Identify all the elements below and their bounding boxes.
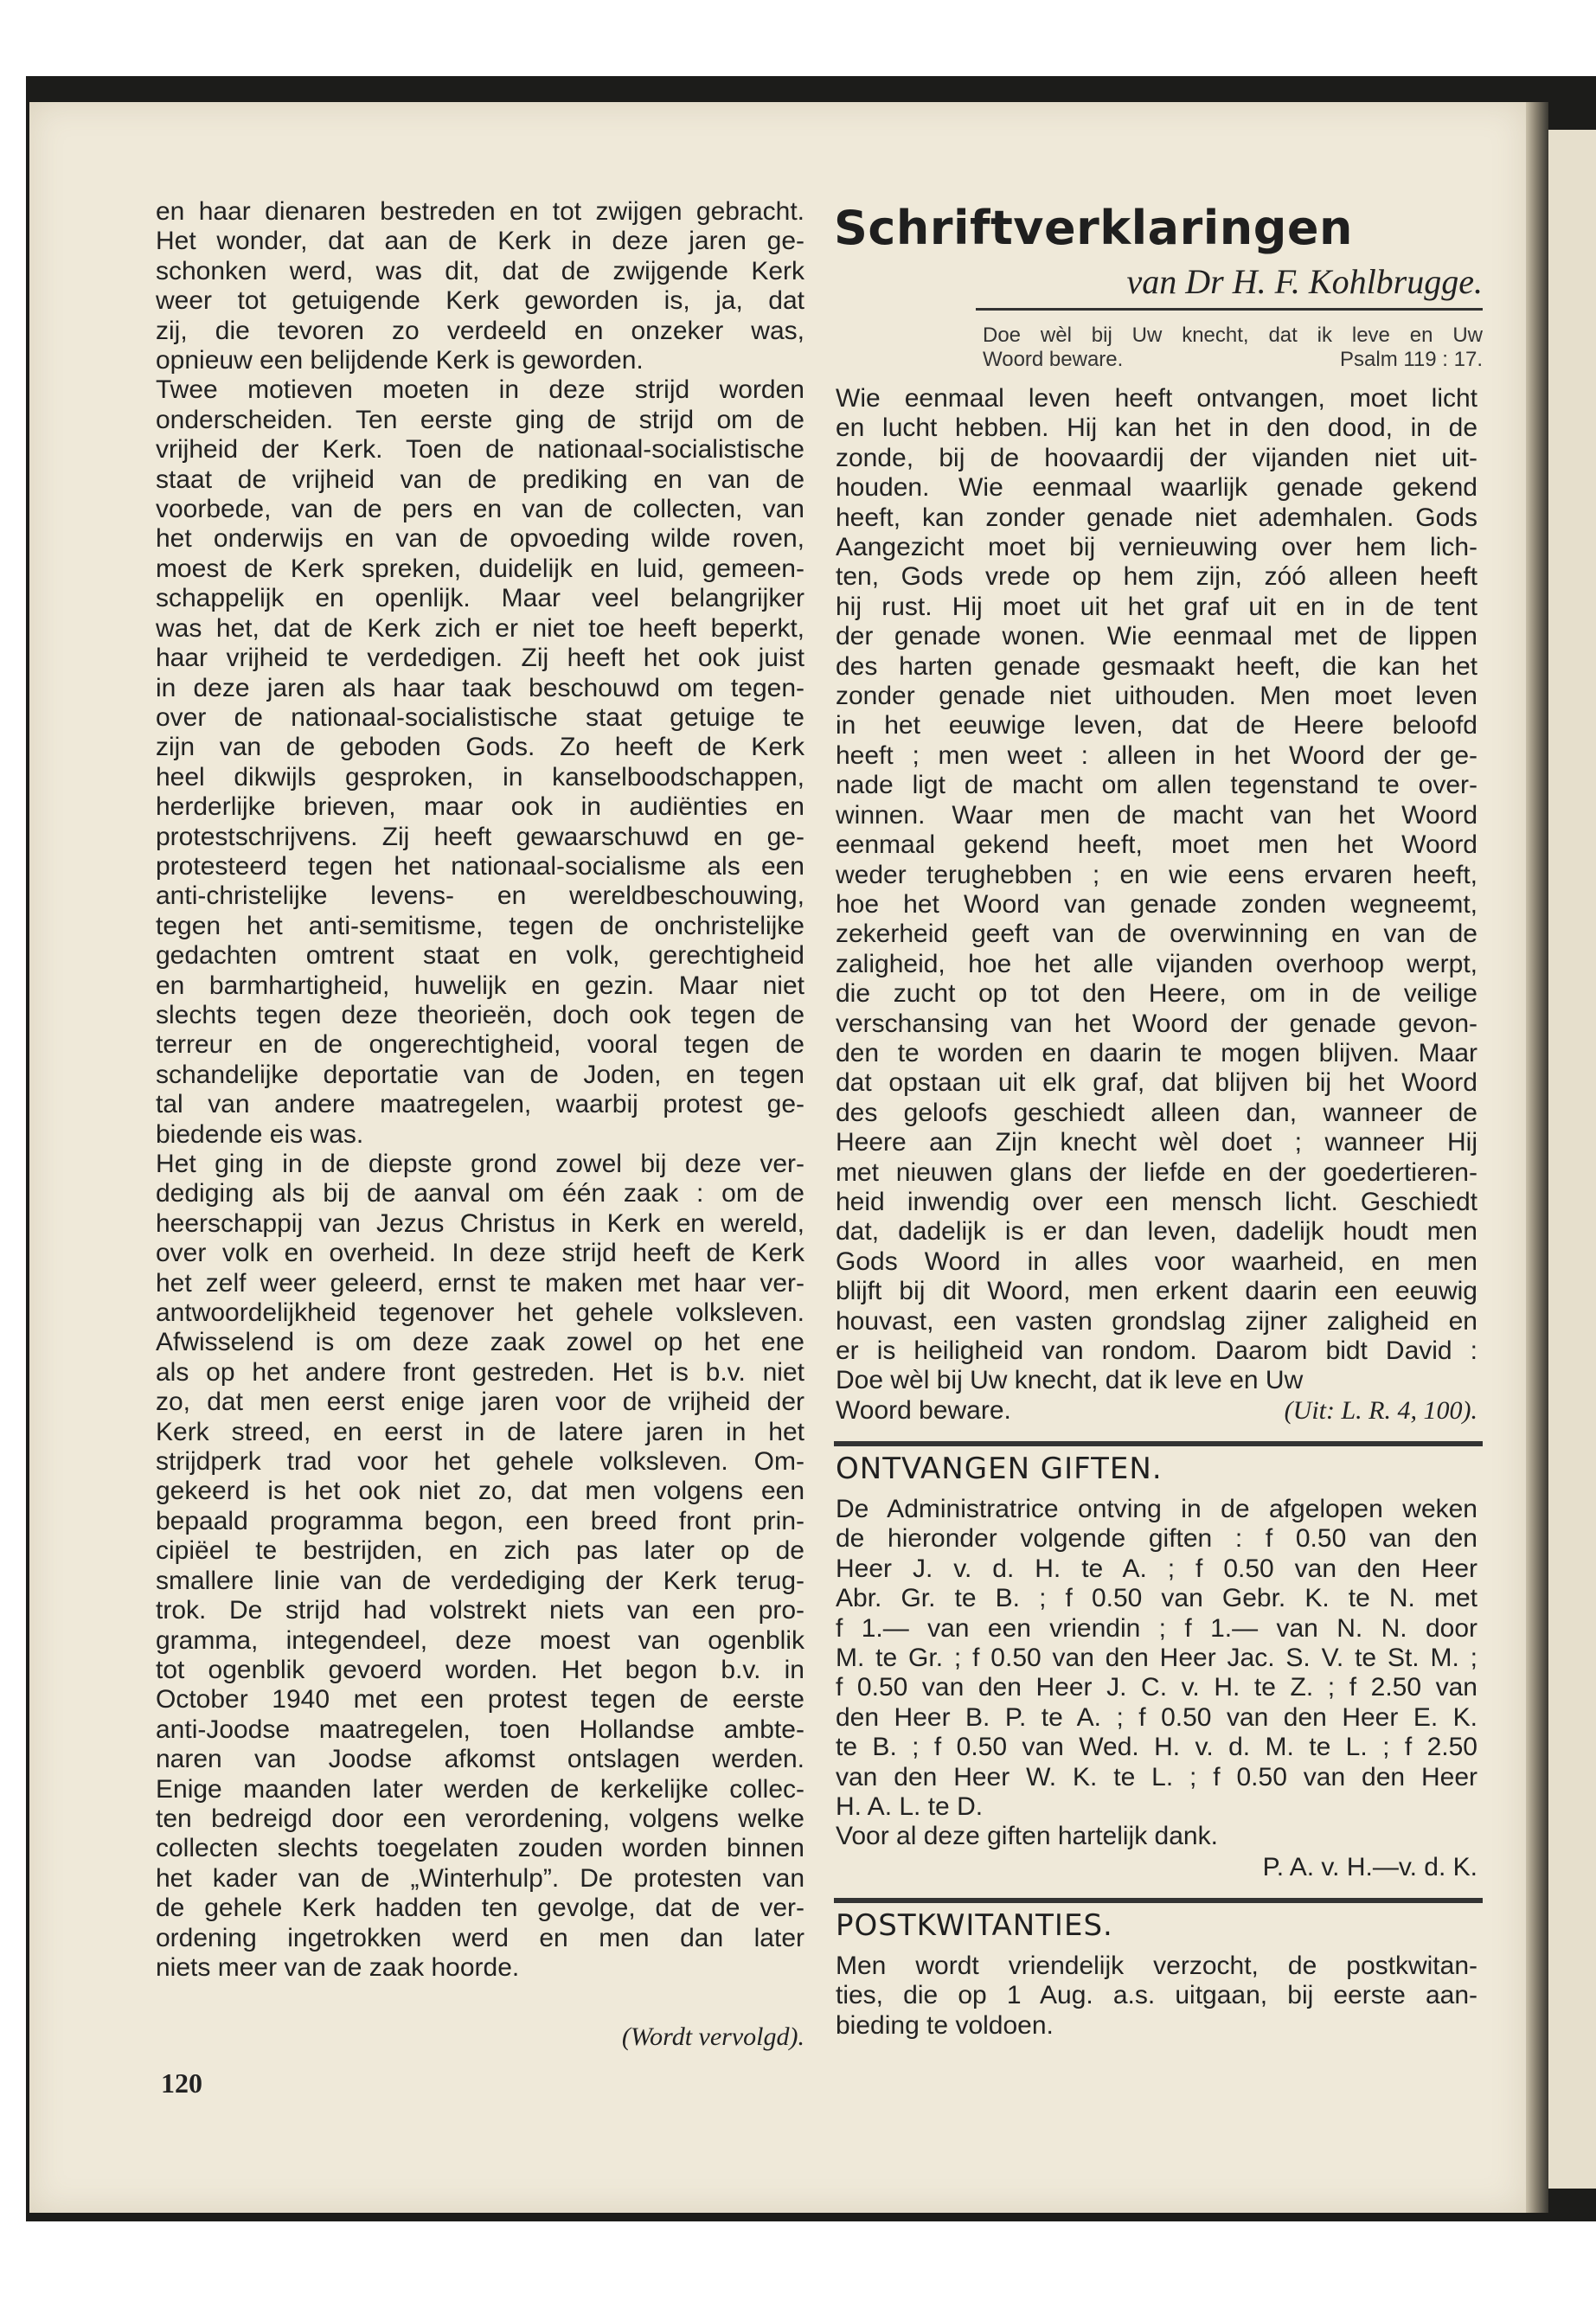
text-line: zonde, bij de hoovaardij der vijanden niet uit- bbox=[836, 443, 1477, 472]
text-line: te B. ; f 0.50 van Wed. H. v. d. M. te L. ; f 2.50 bbox=[836, 1733, 1477, 1762]
text-line: gedachten omtrent staat en volk, gerechtigheid bbox=[156, 941, 804, 971]
continued-note: (Wordt vervolgd). bbox=[621, 2022, 804, 2051]
text-line: en lucht hebben. Hij kan het in den dood, in de bbox=[836, 413, 1477, 443]
text-line: f 0.50 van den Heer J. C. v. H. te Z. ; f 2.50 van bbox=[836, 1673, 1477, 1702]
text-line: des geloofs geschiedt alleen dan, wanneer de bbox=[836, 1098, 1477, 1127]
text-line: bepaald programma begon, een breed front prin- bbox=[156, 1506, 804, 1535]
text-line: Abr. Gr. te B. ; f 0.50 van Gebr. K. te N. met bbox=[836, 1584, 1477, 1613]
text-line: zonder genade niet uithouden. Men moet leven bbox=[836, 682, 1477, 711]
text-line: bieding te voldoen. bbox=[836, 2010, 1054, 2040]
text-line: anti-christelijke levens- en wereldbeschouwing, bbox=[156, 881, 804, 911]
motto-line: Doe wèl bij Uw knecht, dat ik leve en Uw bbox=[983, 324, 1483, 347]
text-line: voorbede, van de pers en van de collecten, van bbox=[156, 495, 804, 524]
text-line: gramma, integendeel, deze moest van ogenblik bbox=[156, 1625, 804, 1655]
text-line: naren van Joodse afkomst ontslagen werden. bbox=[156, 1745, 804, 1774]
text-line: over de nationaal-socialistische staat getuige te bbox=[156, 702, 804, 732]
text-line: De Administratrice ontving in de afgelopen weken bbox=[836, 1495, 1477, 1523]
text-line: heeft, kan zonder genade niet ademhalen. Gods bbox=[836, 503, 1477, 532]
text-line: collecten slechts toegelaten zouden worden binnen bbox=[156, 1834, 804, 1863]
text-line: schandelijke deportatie van de Joden, en tegen bbox=[156, 1060, 804, 1089]
text-line: schappelijk en openlijk. Maar veel belangrijker bbox=[156, 584, 804, 613]
text-line: houvast, een vasten grondslag zijner zaligheid en bbox=[836, 1306, 1477, 1336]
text-line: was het, dat de Kerk zich er niet toe heeft beperkt, bbox=[156, 613, 804, 643]
text-line: antwoordelijkheid tegenover het gehele volksleven. bbox=[156, 1298, 804, 1328]
text-line: heeft ; men weet : alleen in het Woord der ge- bbox=[836, 740, 1477, 770]
text-line: f 1.— van een vriendin ; f 1.— van N. N. door bbox=[836, 1613, 1477, 1643]
text-line: niets meer van de zaak hoorde. bbox=[156, 1952, 520, 1982]
text-line: haar vrijheid te verdedigen. Zij heeft het ook juist bbox=[156, 644, 804, 673]
text-line: October 1940 met een protest tegen de eerste bbox=[156, 1685, 804, 1715]
text-line: Enige maanden later werden de kerkelijke collec- bbox=[156, 1774, 804, 1804]
motto-text: Woord beware. bbox=[983, 348, 1124, 371]
text-line: zo, dat men eerst enige jaren voor de vrijheid der bbox=[156, 1388, 804, 1417]
text-line: Gods Woord in alles voor waarheid, en men bbox=[836, 1247, 1477, 1276]
text-line: Het ging in de diepste grond zowel bij deze ver- bbox=[156, 1150, 804, 1178]
text-line: de hieronder volgende giften : f 0.50 van den bbox=[836, 1524, 1477, 1554]
page-gutter bbox=[1526, 102, 1548, 2213]
text-line: schonken werd, was dit, dat de zwijgende Kerk bbox=[156, 256, 804, 285]
text-line: dat, dadelijk is er dan leven, dadelijk houdt men bbox=[836, 1217, 1477, 1247]
text-line: herderlijke brieven, maar ook in audiënties en bbox=[156, 792, 804, 822]
postkwitanties-title: POSTKWITANTIES. bbox=[836, 1908, 1113, 1943]
text-line: zijn van de geboden Gods. Zo heeft de Kerk bbox=[156, 733, 804, 762]
text-line: heerschappij van Jezus Christus in Kerk en wereld, bbox=[156, 1208, 804, 1238]
section-rule-post bbox=[834, 1898, 1483, 1903]
text-line: Kerk streed, en eerst in de latere jaren in het bbox=[156, 1417, 804, 1446]
left-column-text bbox=[156, 197, 804, 1983]
text-line: het kader van de „Winterhulp”. De protesten van bbox=[156, 1863, 804, 1893]
scripture-motto bbox=[983, 324, 1483, 372]
text-line: heel dikwijls gesproken, in kanselboodschappen, bbox=[156, 762, 804, 792]
text-line: en haar dienaren bestreden en tot zwijgen gebracht. bbox=[156, 197, 804, 226]
text-line: weer tot getuigende Kerk geworden is, ja, dat bbox=[156, 286, 804, 316]
text-line: den te worden en daarin te mogen blijven. Maar bbox=[836, 1038, 1477, 1067]
text-line: moest de Kerk spreken, duidelijk en luid, gemeen- bbox=[156, 554, 804, 583]
text-line: winnen. Waar men de macht van het Woord bbox=[836, 800, 1477, 830]
text-line: in deze jaren als haar taak beschouwd om tegen- bbox=[156, 673, 804, 702]
text-line: hoe het Woord van genade zonden wegneemt, bbox=[836, 889, 1477, 919]
text-line: gekeerd is het ook niet zo, dat men volgens een bbox=[156, 1477, 804, 1506]
section-rule-giften bbox=[834, 1441, 1483, 1446]
text-line: Twee motieven moeten in deze strijd worden bbox=[156, 375, 804, 405]
text-line: ordening ingetrokken werd en men dan later bbox=[156, 1923, 804, 1952]
text-line: ties, die op 1 Aug. a.s. uitgaan, bij eerste aan- bbox=[836, 1981, 1477, 2010]
text-line: M. te Gr. ; f 0.50 van den Heer Jac. S. V. te St. M. ; bbox=[836, 1644, 1477, 1673]
text-line: hij rust. Hij moet uit het graf uit en in de tent bbox=[836, 592, 1477, 621]
text-line: verschansing van het Woord der genade gevon- bbox=[836, 1009, 1477, 1038]
text-line: opnieuw een belijdende Kerk is geworden. bbox=[156, 346, 644, 375]
text-line: dediging als bij de aanval om één zaak : om de bbox=[156, 1179, 804, 1208]
text-line: over volk en overheid. In deze strijd heeft de Kerk bbox=[156, 1239, 804, 1268]
scripture-heading: Schriftverklaringen bbox=[834, 201, 1353, 255]
page-number: 120 bbox=[161, 2067, 202, 2099]
text-line: smallere linie van de verdediging der Kerk terug- bbox=[156, 1566, 804, 1595]
postkwitanties-text bbox=[836, 1952, 1477, 2041]
closing-reference: (Uit: L. R. 4, 100). bbox=[1284, 1396, 1477, 1425]
text-line: zaligheid, hoe het alle vijanden overhoop werpt, bbox=[836, 949, 1477, 978]
text-line: heid inwendig over een mensch licht. Geschiedt bbox=[836, 1187, 1477, 1216]
text-line: Doe wèl bij Uw knecht, dat ik leve en Uw bbox=[836, 1366, 1304, 1395]
giften-signature: P. A. v. H.—v. d. K. bbox=[1262, 1853, 1477, 1881]
text-line: van den Heer W. K. te L. ; f 0.50 van den Heer bbox=[836, 1762, 1477, 1791]
text-line: Afwisselend is om deze zaak zowel op het ene bbox=[156, 1328, 804, 1357]
giften-text bbox=[836, 1495, 1477, 1822]
text-line: het onderwijs en van de opvoeding wilde roven, bbox=[156, 524, 804, 554]
text-line: tegen het anti-semitisme, tegen de onchristelijke bbox=[156, 911, 804, 940]
scripture-closing bbox=[836, 1396, 1477, 1426]
giften-thanks: Voor al deze giften hartelijk dank. bbox=[836, 1822, 1218, 1850]
text-line: het zelf weer geleerd, ernst te maken met haar ver- bbox=[156, 1268, 804, 1298]
text-line: der genade wonen. Wie eenmaal met de lippen bbox=[836, 622, 1477, 651]
closing-text: Woord beware. bbox=[836, 1396, 1011, 1425]
text-line: anti-Joodse maatregelen, toen Hollandse ambte- bbox=[156, 1715, 804, 1744]
text-line: dat opstaan uit elk graf, dat blijven bij het Woord bbox=[836, 1068, 1477, 1098]
text-line: die zucht op tot den Heere, om in de veilige bbox=[836, 979, 1477, 1009]
text-line: H. A. L. te D. bbox=[836, 1792, 984, 1822]
text-line: des harten genade gesmaakt heeft, die kan het bbox=[836, 651, 1477, 681]
text-line: en barmhartigheid, huwelijk en gezin. Maar niet bbox=[156, 971, 804, 1000]
text-line: blijft bij dit Woord, men erkent daarin een eeuwig bbox=[836, 1277, 1477, 1306]
text-line: Heer J. v. d. H. te A. ; f 0.50 van den Heer bbox=[836, 1554, 1477, 1583]
text-line: slechts tegen deze theorieën, doch ook tegen de bbox=[156, 1000, 804, 1029]
motto-reference: Psalm 119 : 17. bbox=[1340, 348, 1483, 371]
scripture-text bbox=[836, 384, 1477, 1396]
text-line: protestschrijvens. Zij heeft gewaarschuwd en ge- bbox=[156, 822, 804, 851]
text-line: onderscheiden. Ten eerste ging de strijd om de bbox=[156, 405, 804, 434]
text-line: weder terughebben ; en wie eens ervaren heeft, bbox=[836, 860, 1477, 889]
text-line: protesteerd tegen het nationaal-socialisme als een bbox=[156, 851, 804, 881]
text-line: eenmaal gekend heeft, moet men het Woord bbox=[836, 830, 1477, 860]
heading-rule bbox=[976, 308, 1483, 311]
text-line: ten bedreigd door een verordening, volgens welke bbox=[156, 1804, 804, 1833]
text-line: met nieuwen glans der liefde en der goedertieren- bbox=[836, 1157, 1477, 1187]
text-line: Wie eenmaal leven heeft ontvangen, moet licht bbox=[836, 384, 1477, 413]
text-line: tal van andere maatregelen, waarbij protest ge- bbox=[156, 1090, 804, 1119]
text-line: trok. De strijd had volstrekt niets van een pro- bbox=[156, 1596, 804, 1625]
text-line: Het wonder, dat aan de Kerk in deze jaren ge- bbox=[156, 227, 804, 256]
text-line: in het eeuwige leven, dat de Heere beloofd bbox=[836, 711, 1477, 740]
text-line: Aangezicht moet bij vernieuwing over hem lich- bbox=[836, 533, 1477, 562]
text-line: ten, Gods vrede op hem zijn, zóó alleen heeft bbox=[836, 562, 1477, 592]
text-line: de gehele Kerk hadden ten gevolge, dat de ver- bbox=[156, 1894, 804, 1923]
text-line: terreur en de ongerechtigheid, vooral tegen de bbox=[156, 1030, 804, 1060]
adjacent-page-edge bbox=[1548, 130, 1596, 2189]
text-line: cipiëel te bestrijden, en zich pas later op de bbox=[156, 1536, 804, 1566]
text-line: biedende eis was. bbox=[156, 1119, 364, 1149]
text-line: Men wordt vriendelijk verzocht, de postkwitan- bbox=[836, 1952, 1477, 1980]
text-line: als op het andere front gestreden. Het is b.v. niet bbox=[156, 1357, 804, 1387]
scripture-author: van Dr H. F. Kohlbrugge. bbox=[1126, 262, 1483, 301]
text-line: strijdperk trad voor het gehele volksleven. Om- bbox=[156, 1447, 804, 1477]
text-line: nade ligt de macht om allen tegenstand te over- bbox=[836, 771, 1477, 800]
text-line: zekerheid geeft van de overwinning en van de bbox=[836, 920, 1477, 949]
text-line: Heere aan Zijn knecht wèl doet ; wanneer Hij bbox=[836, 1128, 1477, 1157]
text-line: staat de vrijheid van de prediking en van de bbox=[156, 465, 804, 494]
text-line: tot ogenblik gevoerd worden. Het begon b.v. in bbox=[156, 1655, 804, 1684]
text-line: zij, die tevoren zo verdeeld en onzeker was, bbox=[156, 316, 804, 345]
text-line: den Heer B. P. te A. ; f 0.50 van den Heer E. K. bbox=[836, 1702, 1477, 1732]
text-line: vrijheid der Kerk. Toen de nationaal-socialistische bbox=[156, 435, 804, 465]
text-line: er is heiligheid van rondom. Daarom bidt David : bbox=[836, 1336, 1477, 1365]
text-line: houden. Wie eenmaal waarlijk genade gekend bbox=[836, 473, 1477, 503]
giften-title: ONTVANGEN GIFTEN. bbox=[836, 1452, 1163, 1486]
